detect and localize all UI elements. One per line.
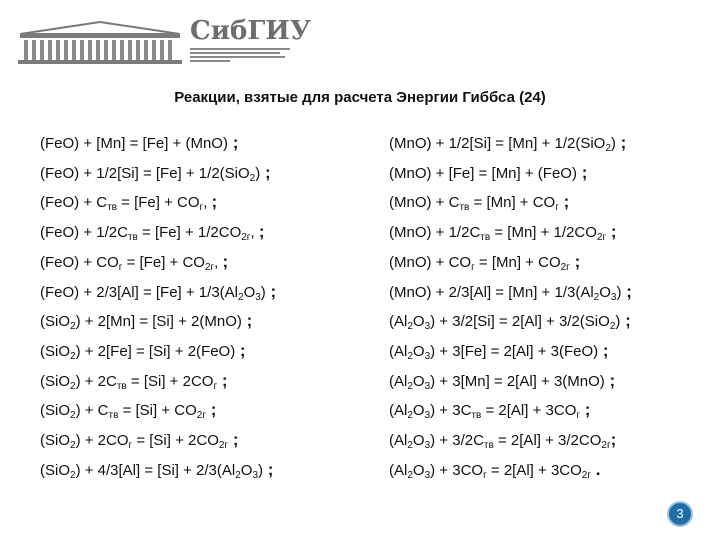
formula-text: (MnO) + CO bbox=[389, 253, 472, 271]
subscript: 3 bbox=[610, 291, 617, 303]
reaction-terminator: ; bbox=[576, 162, 588, 182]
subscript: тв bbox=[107, 202, 117, 214]
subscript: г bbox=[576, 410, 581, 422]
reaction-terminator: ; bbox=[558, 192, 570, 212]
right-reaction-2 bbox=[389, 164, 587, 183]
formula-text: ) + C bbox=[75, 402, 109, 420]
subscript: г bbox=[483, 469, 487, 481]
formula-text: = [Si] + 2CO bbox=[126, 372, 214, 390]
formula-text: (MnO) + 1/2C bbox=[389, 224, 481, 242]
subscript: 2 bbox=[70, 440, 76, 451]
formula-text: ) bbox=[258, 461, 264, 479]
formula-text: ) bbox=[615, 313, 621, 331]
left-reaction-1 bbox=[40, 134, 238, 153]
logo-wordmark: СибГИУ bbox=[190, 16, 311, 46]
right-reaction-12 bbox=[389, 461, 600, 480]
subscript: г bbox=[118, 261, 123, 273]
subscript: 3 bbox=[255, 291, 261, 303]
reaction-terminator: ; bbox=[621, 281, 632, 301]
page-number-badge: 3 bbox=[667, 501, 693, 527]
logo-text-block bbox=[190, 16, 311, 66]
formula-text: = 2[Al] + 3/2CO bbox=[493, 432, 602, 449]
right-reaction-3 bbox=[389, 193, 569, 212]
subscript: г bbox=[555, 202, 559, 214]
subscript: 2 bbox=[407, 350, 413, 362]
reaction-terminator: ; bbox=[615, 133, 627, 152]
reaction-terminator: ; bbox=[235, 340, 246, 360]
subscript: 3 bbox=[424, 410, 431, 422]
formula-text: O bbox=[412, 372, 425, 390]
subscript: 2г bbox=[241, 232, 251, 244]
formula-text: (FeO) + 1/2C bbox=[40, 224, 128, 242]
right-reaction-5 bbox=[389, 253, 580, 272]
formula-text: = [Mn] + 1/2CO bbox=[490, 224, 597, 242]
logo-caption-lines bbox=[190, 48, 290, 64]
subscript: тв bbox=[480, 232, 491, 244]
sibgiu-logo bbox=[14, 16, 311, 66]
formula-text: ) + 2CO bbox=[75, 432, 129, 449]
reaction-terminator: ; bbox=[258, 222, 265, 242]
formula-text: (FeO) + CO bbox=[40, 253, 119, 271]
right-reaction-7 bbox=[389, 312, 631, 331]
subscript: г bbox=[199, 202, 204, 214]
formula-text: ) + 3[Mn] = 2[Al] + 3(MnO) bbox=[430, 372, 605, 390]
formula-text: ) + 3[Fe] = 2[Al] + 3(FeO) bbox=[430, 342, 599, 360]
formula-text: ) + 3CO bbox=[430, 461, 484, 479]
formula-text: O bbox=[412, 313, 425, 331]
formula-text: ) + 2C bbox=[75, 372, 117, 390]
reaction-terminator: ; bbox=[620, 311, 631, 331]
right-reaction-11 bbox=[389, 431, 616, 450]
formula-text: = [Si] + 2CO bbox=[132, 432, 219, 449]
reaction-terminator: ; bbox=[217, 370, 228, 390]
reaction-terminator: ; bbox=[228, 430, 239, 449]
subscript: 2г bbox=[204, 261, 215, 273]
left-reaction-11 bbox=[40, 431, 238, 450]
left-reaction-10 bbox=[40, 401, 216, 420]
formula-text: = [Fe] + CO bbox=[117, 194, 200, 212]
formula-text: (FeO) + 1/2[Si] = [Fe] + 1/2(SiO bbox=[40, 164, 250, 182]
subscript: 2 bbox=[238, 291, 244, 303]
reaction-terminator: ; bbox=[260, 162, 271, 182]
subscript: 2 bbox=[70, 380, 76, 392]
subscript: 3 bbox=[424, 350, 431, 362]
formula-text: (Al bbox=[389, 313, 408, 331]
subscript: 2 bbox=[593, 291, 600, 303]
formula-text: O bbox=[412, 432, 425, 449]
left-reaction-5 bbox=[40, 253, 228, 272]
subscript: 2 bbox=[70, 321, 76, 333]
subscript: 2г bbox=[601, 440, 611, 451]
subscript: 3 bbox=[424, 469, 431, 481]
right-reaction-9 bbox=[389, 372, 615, 391]
formula-text: ) + 3/2C bbox=[430, 432, 484, 449]
subscript: 2 bbox=[407, 321, 413, 333]
formula-text: , bbox=[203, 194, 212, 212]
formula-text: O bbox=[412, 461, 425, 479]
formula-text: ) bbox=[616, 283, 622, 301]
subscript: 2 bbox=[407, 380, 413, 392]
right-reaction-6 bbox=[389, 283, 632, 302]
subscript: 2 bbox=[249, 172, 256, 184]
formula-text: , bbox=[250, 224, 259, 242]
subscript: 3 bbox=[252, 469, 259, 481]
subscript: 2 bbox=[407, 410, 413, 422]
formula-text: (SiO bbox=[40, 372, 70, 390]
subscript: 2 bbox=[605, 143, 611, 154]
left-reaction-12 bbox=[40, 461, 273, 480]
formula-text: (Al bbox=[389, 372, 408, 390]
formula-text: ) + 3/2[Si] = 2[Al] + 3/2(SiO bbox=[430, 313, 610, 331]
formula-text: = 2[Al] + 3CO bbox=[486, 461, 582, 479]
reaction-terminator: ; bbox=[580, 400, 591, 420]
formula-text: O bbox=[412, 342, 425, 360]
subscript: г bbox=[471, 261, 475, 273]
formula-text: ) bbox=[255, 164, 261, 182]
left-reaction-3 bbox=[40, 193, 217, 212]
reaction-terminator: ; bbox=[610, 430, 617, 449]
subscript: тв bbox=[471, 410, 482, 422]
formula-text: (FeO) + C bbox=[40, 194, 108, 212]
subscript: 2г bbox=[218, 440, 229, 451]
reaction-terminator: ; bbox=[211, 192, 218, 212]
reaction-terminator: ; bbox=[569, 251, 581, 271]
subscript: 2 bbox=[70, 350, 76, 362]
reaction-terminator: ; bbox=[241, 311, 253, 331]
formula-text: (Al bbox=[389, 342, 408, 360]
subscript: 2г bbox=[581, 469, 591, 481]
reaction-terminator: ; bbox=[265, 281, 277, 301]
left-reaction-2 bbox=[40, 164, 271, 183]
formula-text: (SiO bbox=[40, 461, 70, 479]
formula-text: ) + 2[Mn] = [Si] + 2(MnO) bbox=[75, 313, 242, 331]
reaction-terminator: ; bbox=[606, 222, 617, 242]
slide-title: Реакции, взятые для расчета Энергии Гиббса (24) bbox=[174, 89, 546, 106]
reaction-terminator: ; bbox=[604, 370, 616, 390]
reaction-terminator: ; bbox=[227, 133, 239, 152]
formula-text: (FeO) + 2/3[Al] = [Fe] + 1/3(Al bbox=[40, 283, 238, 301]
subscript: тв bbox=[127, 232, 138, 244]
subscript: 3 bbox=[424, 440, 431, 451]
subscript: г bbox=[128, 440, 133, 451]
subscript: 2 bbox=[407, 469, 413, 481]
formula-text: (SiO bbox=[40, 313, 70, 331]
subscript: тв bbox=[483, 440, 494, 451]
university-building-icon bbox=[14, 20, 186, 66]
formula-text: O bbox=[412, 402, 425, 420]
formula-text: = [Mn] + CO bbox=[469, 194, 556, 212]
subscript: 3 bbox=[424, 321, 431, 333]
subscript: 2 bbox=[235, 469, 241, 481]
formula-text: = 2[Al] + 3CO bbox=[481, 402, 577, 420]
formula-text: (FeO) + [Mn] = [Fe] + (MnO) bbox=[40, 135, 228, 152]
reaction-terminator: ; bbox=[206, 400, 217, 420]
formula-text: ) + 2[Fe] = [Si] + 2(FeO) bbox=[75, 342, 236, 360]
formula-text: , bbox=[214, 253, 223, 271]
right-reaction-1 bbox=[389, 134, 626, 153]
subscript: 2 bbox=[70, 469, 76, 481]
formula-text: ) + 3C bbox=[430, 402, 472, 420]
formula-text: = [Mn] + CO bbox=[474, 253, 561, 271]
subscript: тв bbox=[116, 380, 127, 392]
subscript: 2г bbox=[560, 261, 570, 273]
right-reaction-4 bbox=[389, 223, 617, 242]
formula-text: ) bbox=[260, 283, 266, 301]
left-reaction-8 bbox=[40, 342, 246, 361]
formula-text: (MnO) + C bbox=[389, 194, 460, 212]
formula-text: O bbox=[599, 283, 611, 301]
formula-text: (SiO bbox=[40, 342, 70, 360]
subscript: г bbox=[213, 380, 218, 392]
formula-text: O bbox=[240, 461, 253, 479]
formula-text: (MnO) + 1/2[Si] = [Mn] + 1/2(SiO bbox=[389, 135, 606, 152]
left-reaction-7 bbox=[40, 312, 252, 331]
formula-text: = [Si] + CO bbox=[118, 402, 197, 420]
subscript: 2 bbox=[70, 410, 76, 422]
right-reaction-10 bbox=[389, 401, 590, 420]
left-reaction-4 bbox=[40, 223, 264, 242]
formula-text: = [Fe] + CO bbox=[122, 253, 205, 271]
subscript: 2 bbox=[609, 321, 616, 333]
formula-text: ) bbox=[610, 135, 616, 152]
reaction-terminator: ; bbox=[222, 251, 229, 271]
subscript: 3 bbox=[424, 380, 431, 392]
formula-text: (MnO) + 2/3[Al] = [Mn] + 1/3(Al bbox=[389, 283, 594, 301]
formula-text: (Al bbox=[389, 402, 408, 420]
formula-text: O bbox=[243, 283, 256, 301]
subscript: тв bbox=[108, 410, 119, 422]
formula-text: (SiO bbox=[40, 402, 70, 420]
subscript: 2г bbox=[596, 232, 607, 244]
formula-text: = [Fe] + 1/2CO bbox=[137, 224, 242, 242]
formula-text: ) + 4/3[Al] = [Si] + 2/3(Al bbox=[75, 461, 236, 479]
formula-text: (Al bbox=[389, 461, 408, 479]
formula-text: (SiO bbox=[40, 432, 70, 449]
subscript: 2 bbox=[407, 440, 413, 451]
left-reaction-6 bbox=[40, 283, 276, 302]
right-reaction-8 bbox=[389, 342, 609, 361]
left-reaction-9 bbox=[40, 372, 228, 391]
subscript: 2г bbox=[196, 410, 206, 422]
formula-text: (MnO) + [Fe] = [Mn] + (FeO) bbox=[389, 164, 577, 182]
subscript: тв bbox=[459, 202, 470, 214]
formula-text: (Al bbox=[389, 432, 408, 449]
reaction-terminator: . bbox=[591, 459, 601, 479]
reaction-terminator: ; bbox=[263, 459, 274, 479]
reaction-terminator: ; bbox=[598, 340, 609, 360]
